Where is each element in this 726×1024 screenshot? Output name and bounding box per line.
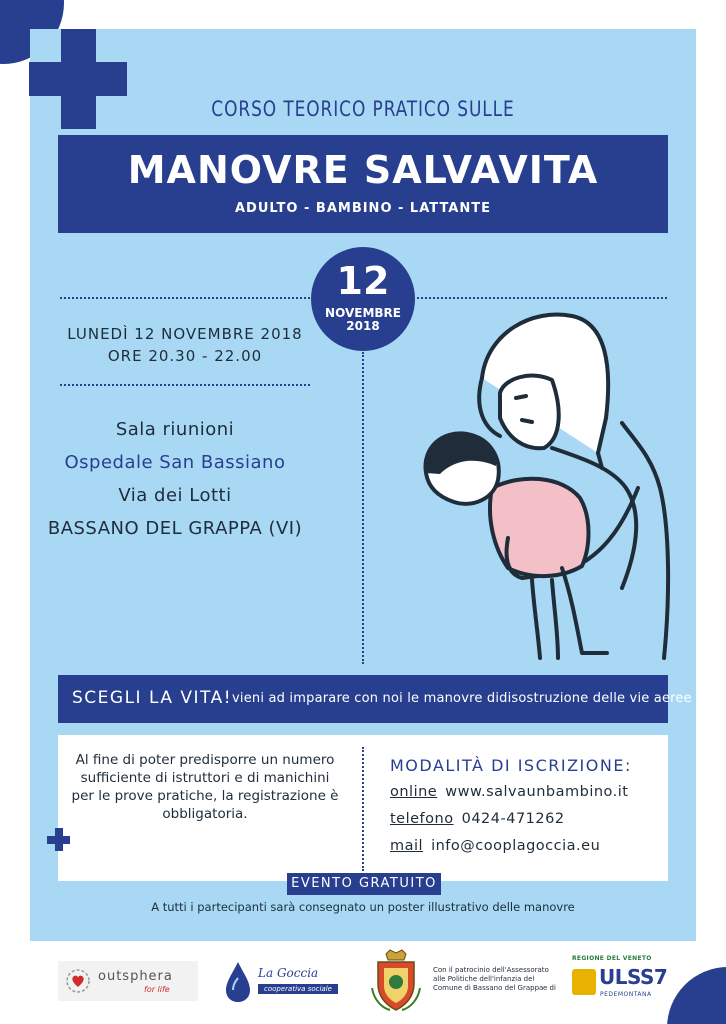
- registration-notice: Al fine di poter predisporre un numero sufficiente di istruttori e di manichini per le prove pratiche, la registrazione è obbligatoria.: [71, 752, 339, 822]
- rescue-illustration: [412, 298, 684, 670]
- page-subtitle: ADULTO - BAMBINO - LATTANTE: [235, 201, 491, 216]
- poster-note: A tutti i partecipanti sarà consegnato un poster illustrativo delle manovre: [151, 900, 575, 914]
- mail-link[interactable]: info@cooplagoccia.eu: [431, 838, 601, 854]
- outsphera-name: outsphera: [98, 969, 173, 984]
- la-goccia-tagline: cooperativa sociale: [258, 984, 338, 994]
- registration-online: [390, 784, 628, 800]
- heart-icon: [66, 969, 90, 993]
- date-day: 12: [336, 259, 390, 303]
- drop-icon: [224, 960, 252, 1004]
- slogan-band: [58, 675, 692, 723]
- patronage-text: Con il patrocinio dell'Assessorato alle Politiche dell'infanzia del Comune di Bassano del Grappa: [433, 966, 549, 992]
- ulss-region: REGIONE DEL VENETO: [572, 955, 652, 962]
- venue-room: Sala riunioni: [115, 419, 235, 440]
- schedule-date: LUNEDÌ 12 NOVEMBRE 2018: [67, 325, 303, 343]
- mail-label: mail: [390, 838, 424, 854]
- online-link[interactable]: www.salvaunbambino.it: [445, 784, 629, 800]
- ulss-name: ULSS7: [599, 965, 668, 989]
- venue-city: BASSANO DEL GRAPPA (VI): [47, 518, 303, 539]
- slogan-text: vieni ad imparare con noi le manovre didisostruzione delle vie aeree: [232, 691, 692, 706]
- la-goccia-logo: [224, 960, 344, 1004]
- registration-title: MODALITÀ DI ISCRIZIONE:: [390, 756, 632, 775]
- schedule: [60, 323, 310, 367]
- ulss7-logo: [572, 955, 668, 1005]
- free-event-badge: EVENTO GRATUITO: [287, 873, 441, 895]
- registration-phone: [390, 811, 565, 827]
- la-goccia-name: La Goccia: [258, 966, 319, 980]
- venue: [40, 413, 310, 545]
- date-month: NOVEMBRE: [325, 306, 401, 320]
- dotted-divider: [60, 384, 310, 386]
- date-year: 2018: [346, 319, 380, 333]
- online-label: online: [390, 784, 438, 800]
- phone-link[interactable]: 0424-471262: [461, 811, 565, 827]
- page-title: MANOVRE SALVAVITA: [127, 148, 599, 192]
- venue-hospital: Ospedale San Bassiano: [64, 452, 286, 473]
- corner-circle-bottom-right: [667, 967, 726, 1024]
- slogan-headline: SCEGLI LA VITA!: [72, 688, 233, 708]
- date-badge: [311, 247, 415, 351]
- registration-mail: [390, 838, 600, 854]
- outsphera-logo: [58, 961, 198, 1001]
- date-month-year: [311, 307, 415, 333]
- phone-label: telefono: [390, 811, 454, 827]
- patronage-suffix: e di: [543, 984, 556, 992]
- course-line: CORSO TEORICO PRATICO SULLE: [211, 97, 515, 121]
- lion-icon: [572, 969, 596, 995]
- outsphera-tagline: for life: [144, 985, 170, 994]
- venue-street: Via dei Lotti: [118, 485, 232, 506]
- schedule-time: ORE 20.30 - 22.00: [107, 347, 263, 365]
- city-seal-icon: [368, 948, 424, 1012]
- plus-icon-bar: [47, 836, 70, 844]
- plus-icon-bar: [29, 62, 127, 96]
- dotted-divider: [60, 297, 310, 299]
- dotted-divider-vertical: [362, 352, 364, 664]
- ulss-subtitle: PEDEMONTANA: [600, 991, 652, 998]
- dotted-divider-vertical: [362, 747, 364, 871]
